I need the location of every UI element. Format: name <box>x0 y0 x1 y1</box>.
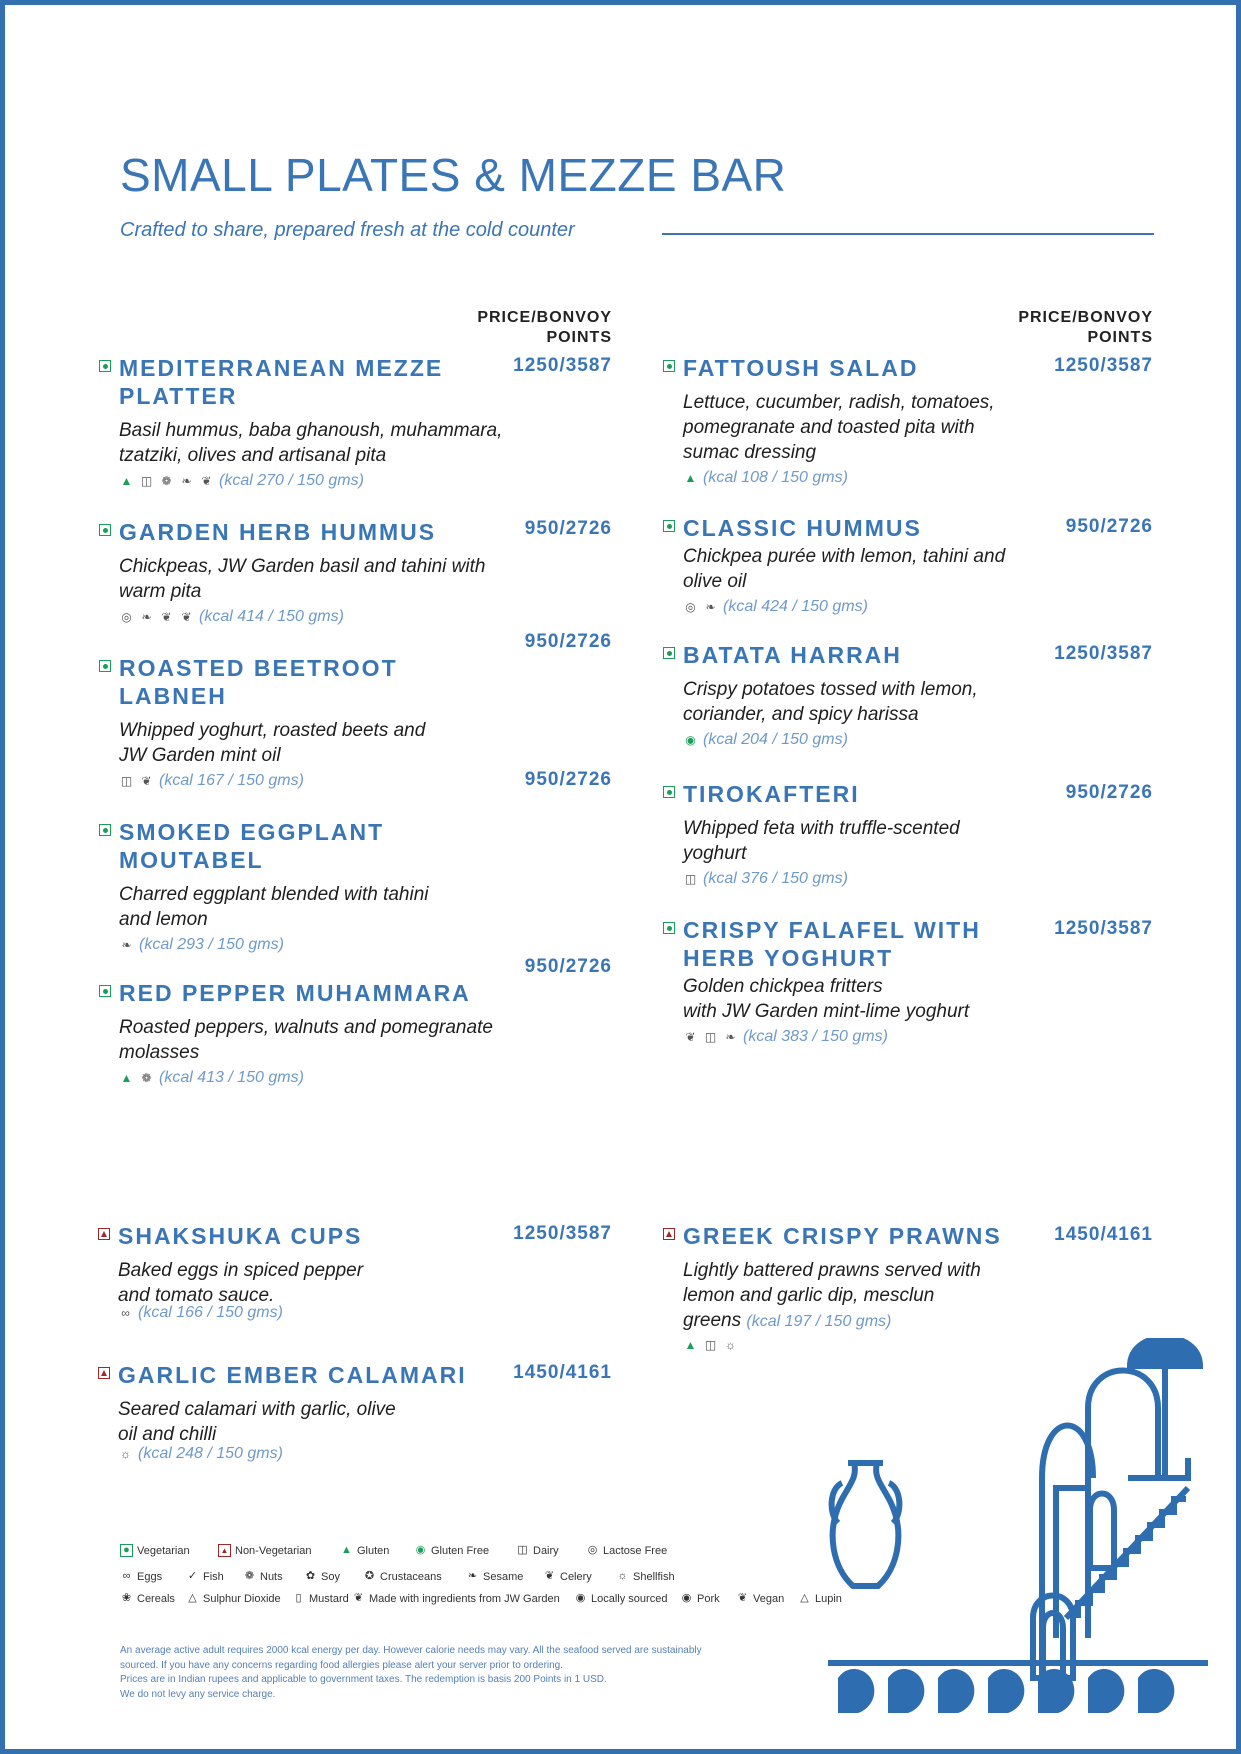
vegetarian-icon <box>99 660 111 672</box>
dairy-icon: ◫ <box>140 473 153 488</box>
item-name: BATATA HARRAH <box>683 642 902 668</box>
item-kcal: (kcal 293 / 150 gms) <box>139 936 284 953</box>
item-price: 1450/4161 <box>513 1362 612 1383</box>
legend-jw-garden: ❦ Made with ingredients from JW Garden <box>353 1592 560 1605</box>
lactose-free-icon: ◎ <box>587 1544 598 1556</box>
jw-garden-icon: ❦ <box>181 609 192 624</box>
jw-garden-icon: ❦ <box>201 473 212 488</box>
item-description: Golden chickpea fritters with JW Garden mint-lime yoghurt <box>683 976 970 1022</box>
legend-gluten-free: ◉ Gluten Free <box>415 1544 490 1557</box>
sesame-icon: ❧ <box>705 599 716 614</box>
fish-icon: ✓ <box>187 1570 198 1582</box>
item-description: Baked eggs in spiced pepper and tomato sauce. <box>118 1260 364 1306</box>
non-vegetarian-icon <box>98 1367 110 1379</box>
sesame-icon: ❧ <box>141 609 152 624</box>
footer-note: An average active adult requires 2000 kcal energy per day. However calorie needs may vary. All the seafood served are sustainably sourced. If you have any concerns regarding food allergies please alert your server prior to ordering. Prices are in Indian rupees and applicable to government taxes. The redemption is basis 200 Points in 1 USD. We do not levy any service charge. <box>120 1645 702 1700</box>
menu-item <box>119 979 559 1089</box>
vegan-icon: ❦ <box>161 609 172 624</box>
gluten-icon: ▲ <box>684 1338 697 1352</box>
shellfish-icon: ☼ <box>725 1338 736 1352</box>
legend-vegetarian: ● Vegetarian <box>120 1544 190 1557</box>
dairy-icon: ◫ <box>684 871 697 886</box>
column-header-line: POINTS <box>1087 329 1153 346</box>
legend-gluten: ▲ Gluten <box>341 1544 390 1557</box>
item-price: 950/2726 <box>524 518 612 539</box>
item-kcal: (kcal 197 / 150 gms) <box>746 1313 892 1330</box>
jw-garden-icon: ❦ <box>141 773 152 788</box>
item-meta <box>683 1026 1083 1048</box>
item-price: 1250/3587 <box>513 1223 612 1244</box>
item-kcal: (kcal 204 / 150 gms) <box>703 731 848 748</box>
item-name: CLASSIC HUMMUS <box>683 515 922 541</box>
sesame-icon: ❧ <box>121 937 132 952</box>
item-description: Chickpeas, JW Garden basil and tahini with warm pita <box>119 556 486 602</box>
sesame-icon: ❧ <box>725 1029 736 1044</box>
gluten-icon: ▲ <box>120 1070 133 1085</box>
shellfish-icon: ☼ <box>120 1446 131 1461</box>
item-meta <box>683 467 1083 489</box>
item-description: Lettuce, cucumber, radish, tomatoes, pomegranate and toasted pita with sumac dressing <box>683 392 995 463</box>
item-name: MEDITERRANEAN MEZZE PLATTER <box>119 355 444 409</box>
legend-celery: ❦ Celery <box>544 1570 592 1583</box>
legend-cereals: ❀ Cereals <box>121 1592 175 1605</box>
item-description: Seared calamari with garlic, olive oil and chilli <box>118 1399 396 1445</box>
column-header-line: PRICE/BONVOY <box>477 309 612 326</box>
item-name: RED PEPPER MUHAMMARA <box>119 980 471 1006</box>
sesame-icon: ❧ <box>467 1570 478 1582</box>
gluten-free-icon: ◉ <box>685 732 696 747</box>
legend-fish: ✓ Fish <box>187 1570 224 1583</box>
lactose-free-icon: ◎ <box>685 599 696 614</box>
item-kcal: (kcal 108 / 150 gms) <box>703 469 848 486</box>
page-subtitle: Crafted to share, prepared fresh at the cold counter <box>120 219 575 241</box>
item-price: 1450/4161 <box>1054 1224 1153 1245</box>
vegetarian-icon: ● <box>120 1544 133 1557</box>
non-vegetarian-icon: ▲ <box>218 1544 231 1557</box>
legend-nuts: ❁ Nuts <box>244 1570 283 1583</box>
legend-dairy: ◫ Dairy <box>517 1544 559 1557</box>
column-header-left <box>312 308 612 348</box>
menu-item <box>119 818 559 956</box>
item-meta <box>118 1443 558 1465</box>
item-kcal: (kcal 413 / 150 gms) <box>159 1069 304 1086</box>
item-description: Basil hummus, baba ghanoush, muhammara, tzatziki, olives and artisanal pita <box>119 420 503 466</box>
column-header-line: PRICE/BONVOY <box>1018 309 1153 326</box>
legend-shellfish: ☼ Shellfish <box>617 1570 675 1583</box>
lactose-free-icon: ◎ <box>121 609 132 624</box>
cereals-icon: ❀ <box>121 1592 132 1604</box>
item-kcal: (kcal 424 / 150 gms) <box>723 598 868 615</box>
item-description: Whipped feta with truffle-scented yoghurt <box>683 818 960 864</box>
item-name: SHAKSHUKA CUPS <box>118 1223 363 1249</box>
eggs-icon: ∞ <box>121 1305 130 1320</box>
legend-locally-sourced: ◉ Locally sourced <box>575 1592 668 1605</box>
item-name: CRISPY FALAFEL WITH HERB YOGHURT <box>683 917 981 971</box>
item-price: 1250/3587 <box>513 355 612 376</box>
item-kcal: (kcal 248 / 150 gms) <box>138 1445 283 1462</box>
item-name: ROASTED BEETROOT LABNEH <box>119 655 398 709</box>
item-meta <box>683 868 1083 890</box>
legend-non-vegetarian: ▲ Non-Vegetarian <box>218 1544 311 1557</box>
pork-icon: ◉ <box>681 1592 692 1604</box>
jw-garden-icon: ❦ <box>353 1592 364 1604</box>
vegetarian-icon <box>663 922 675 934</box>
nuts-icon: ❁ <box>161 473 172 488</box>
vegetarian-icon <box>663 520 675 532</box>
gluten-icon: ▲ <box>684 470 697 485</box>
item-price: 1250/3587 <box>1054 355 1153 376</box>
item-description: Crispy potatoes tossed with lemon, coriander, and spicy harissa <box>683 679 978 725</box>
greek-village-illustration <box>828 1338 1208 1718</box>
item-meta <box>119 606 559 628</box>
nuts-icon: ❁ <box>141 1070 152 1085</box>
subtitle-rule <box>662 233 1154 235</box>
item-description: Chickpea purée with lemon, tahini and olive oil <box>683 546 1006 592</box>
item-price: 1250/3587 <box>1054 918 1153 939</box>
item-meta <box>683 596 1083 618</box>
item-meta <box>119 470 559 492</box>
legend-pork: ◉ Pork <box>681 1592 720 1605</box>
mustard-icon: ▯ <box>295 1592 302 1604</box>
item-price: 950/2726 <box>524 769 612 790</box>
legend-lactose-free: ◎ Lactose Free <box>587 1544 668 1557</box>
umbrella-icon <box>1130 1338 1200 1366</box>
celery-icon: ❧ <box>181 473 192 488</box>
legend-sulphur-dioxide: △ Sulphur Dioxide <box>186 1592 281 1605</box>
column-header-line: POINTS <box>546 329 612 346</box>
item-description: Whipped yoghurt, roasted beets and JW Garden mint oil <box>119 720 426 766</box>
gluten-icon: ▲ <box>341 1544 352 1556</box>
item-kcal: (kcal 414 / 150 gms) <box>199 608 344 625</box>
dairy-icon: ◫ <box>120 773 133 788</box>
legend-crustaceans: ✪ Crustaceans <box>364 1570 442 1583</box>
item-meta <box>119 934 559 956</box>
item-name: FATTOUSH SALAD <box>683 355 919 381</box>
item-meta <box>118 1302 558 1324</box>
non-vegetarian-icon <box>98 1228 110 1240</box>
jw-garden-icon: ❦ <box>685 1029 696 1044</box>
locally-sourced-icon: ◉ <box>575 1592 586 1604</box>
nuts-icon: ❁ <box>244 1570 255 1582</box>
item-price: 950/2726 <box>524 956 612 977</box>
soy-icon: ✿ <box>305 1570 316 1582</box>
item-name: TIROKAFTERI <box>683 781 860 807</box>
dairy-icon: ◫ <box>517 1544 528 1556</box>
vegetarian-icon <box>99 360 111 372</box>
item-name: GARLIC EMBER CALAMARI <box>118 1362 467 1388</box>
legend-sesame: ❧ Sesame <box>467 1570 524 1583</box>
sulphur-dioxide-icon: △ <box>188 1592 197 1604</box>
legend-soy: ✿ Soy <box>305 1570 340 1583</box>
item-name: SMOKED EGGPLANT MOUTABEL <box>119 819 385 873</box>
shellfish-icon: ☼ <box>617 1570 628 1582</box>
item-kcal: (kcal 383 / 150 gms) <box>743 1028 888 1045</box>
legend-vegan: ❦ Vegan <box>737 1592 785 1605</box>
vegetarian-icon <box>663 647 675 659</box>
item-name: GARDEN HERB HUMMUS <box>119 519 437 545</box>
gluten-free-icon: ◉ <box>415 1544 426 1556</box>
item-price: 950/2726 <box>1065 782 1153 803</box>
gluten-icon: ▲ <box>120 473 133 488</box>
vegetarian-icon <box>99 524 111 536</box>
item-price: 1250/3587 <box>1054 643 1153 664</box>
non-vegetarian-icon <box>663 1228 675 1240</box>
legend-eggs: ∞ Eggs <box>120 1570 162 1583</box>
item-kcal: (kcal 167 / 150 gms) <box>159 772 304 789</box>
legend-lupin: △ Lupin <box>798 1592 842 1605</box>
page-title: SMALL PLATES & MEZZE BAR <box>120 149 787 201</box>
item-price: 950/2726 <box>524 631 612 652</box>
vegetarian-icon <box>99 824 111 836</box>
item-description: Charred eggplant blended with tahini and lemon <box>119 884 429 930</box>
eggs-icon: ∞ <box>122 1570 131 1582</box>
item-kcal: (kcal 376 / 150 gms) <box>703 870 848 887</box>
item-kcal: (kcal 270 / 150 gms) <box>219 472 364 489</box>
dairy-icon: ◫ <box>704 1338 717 1352</box>
lupin-icon: △ <box>800 1592 809 1604</box>
item-price: 950/2726 <box>1065 516 1153 537</box>
column-header-right <box>853 308 1153 348</box>
dairy-icon: ◫ <box>704 1029 717 1044</box>
item-name: GREEK CRISPY PRAWNS <box>683 1223 1002 1249</box>
vegan-icon: ❦ <box>737 1592 748 1604</box>
vegetarian-icon <box>663 360 675 372</box>
crustaceans-icon: ✪ <box>364 1570 375 1582</box>
vegetarian-icon <box>663 786 675 798</box>
item-kcal: (kcal 166 / 150 gms) <box>138 1304 283 1321</box>
celery-icon: ❦ <box>544 1570 555 1582</box>
item-meta <box>119 1067 559 1089</box>
vegetarian-icon <box>99 985 111 997</box>
item-meta <box>683 729 1083 751</box>
item-description: Lightly battered prawns served with lemon and garlic dip, mesclun greens (kcal 197 / 150 gms) <box>683 1260 981 1331</box>
item-description: Roasted peppers, walnuts and pomegranate molasses <box>119 1017 493 1063</box>
legend-mustard: ▯ Mustard <box>292 1592 349 1605</box>
